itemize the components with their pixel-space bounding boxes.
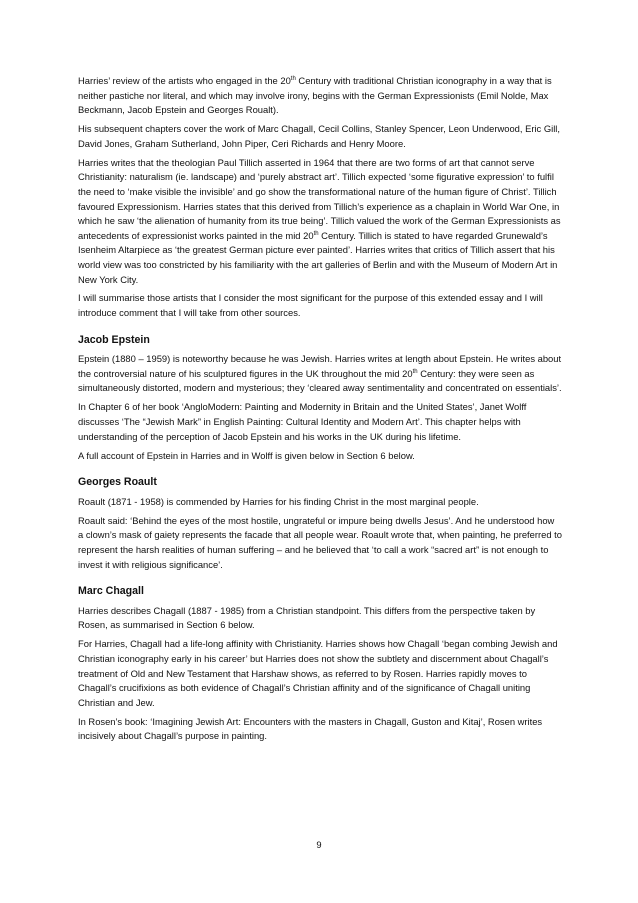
text-run: Harries’ review of the artists who engaged in the 20 xyxy=(78,75,291,86)
text-run: Harries describes Chagall (1887 - 1985) from a Christian standpoint. This differs from the perspective taken by Rosen, as summarised in Section 6 below. xyxy=(78,604,536,631)
paragraph xyxy=(78,604,562,633)
text-run: Century: they were seen as simultaneously distorted, modern and mysterious; they ‘cleared away sentimentality and concentrated on essentials’. xyxy=(78,367,562,394)
superscript: th xyxy=(290,75,296,82)
text-run: In Rosen’s book: ‘Imagining Jewish Art: Encounters with the masters in Chagall, Guston and Kitaj’, Rosen writes incisively about Chagall’s purpose in painting. xyxy=(78,715,543,742)
paragraph xyxy=(78,449,562,464)
text-run: For Harries, Chagall had a life-long affinity with Christianity. Harries shows how Chagall ‘began combing Jewish and Christian iconography early in his career’ but Harries does not show the subtlety and discernment about Chagall’s treatment of Old and New Testament that Harshaw shows, as referred to by Rosen. Harries rapidly moves to Chagall’s crucifixions as both evidence of Chagall’s Christian affinity and of the significance of Chagall uniting Christian and Jew. xyxy=(78,638,558,708)
text-run: Roault (1871 - 1958) is commended by Harries for his finding Christ in the most marginal people. xyxy=(78,495,479,507)
text-run: Harries writes that the theologian Paul Tillich asserted in 1964 that there are two forms of art that cannot serve Christianity: naturalism (ie. landscape) and ‘purely abstract art’. Tillich expected ‘some figurative expression’ to fulfil the need to ‘make visible the invisible’ and go show the transformational nature of the human figure of Christ’. Tillich favoured Expressionism. Harries states that this derived from Tillich’s experience as a chaplain in World War One, in which he saw ‘the alienation of humanity from its true being’. Tillich valued the work of the German Expressionists as antecedents of expressionist works painted in the mid 20 xyxy=(78,156,561,241)
text-run: In Chapter 6 of her book ‘AngloModern: Painting and Modernity in Britain and the United States’, Janet Wolff discusses ‘The “Jewish Mark” in English Painting: Cultural Identity and Modern Art’. This chapter helps with understanding of the perception of Jacob Epstein and his works in the UK during his lifetime. xyxy=(78,401,527,442)
text-run: His subsequent chapters cover the work of Marc Chagall, Cecil Collins, Stanley Spencer, Leon Underwood, Eric Gill, David Jones, Graham Sutherland, John Piper, Ceri Richards and Henry Moore. xyxy=(78,123,560,149)
superscript: th xyxy=(412,368,418,375)
paragraph xyxy=(78,400,562,444)
paragraph xyxy=(78,352,562,396)
paragraph xyxy=(78,715,562,744)
text-run: Century. Tillich is stated to have regarded Grunewald’s Isenheim Altarpiece as ‘the greatest German picture ever painted’. Harries writes that critics of Tillich assert that his world view was too constricted by his familiarity with the art galleries of Berlin and with the Museum of Modern Art in New York City. xyxy=(78,229,558,285)
text-run: A full account of Epstein in Harries and in Wolff is given below in Section 6 below. xyxy=(78,449,415,461)
paragraph xyxy=(78,74,562,118)
text-run: Epstein (1880 – 1959) is noteworthy because he was Jewish. Harries writes at length about Epstein. He writes about the controversial nature of his sculptured figures in the UK throughout the mid 20 xyxy=(78,353,562,379)
text-run: Century with traditional Christian iconography in a way that is neither pastiche nor literal, and which may involve irony, begins with the German Expressionists (Emil Nolde, Max Beckmann, Jacob Epstein and Georges Roualt). xyxy=(78,75,552,116)
page-number: 9 xyxy=(316,839,322,850)
document-body xyxy=(78,74,562,748)
paragraph xyxy=(78,156,562,287)
paragraph xyxy=(78,122,562,151)
text-run: Roault said: ‘Behind the eyes of the most hostile, ungrateful or impure being dwells Jesus’. And he understood how a clown’s mask of gaiety represents the facade that all people wear. Roault wrote that, when painting, he preferred to represent the harsh realities of human suffering – and he believed that ‘to call a work “sacred art” is not enough to invest it with religious significance’. xyxy=(78,514,562,570)
section-heading: Jacob Epstein xyxy=(78,333,150,346)
text-run: I will summarise those artists that I consider the most significant for the purpose of this extended essay and I will introduce comment that I will take from other sources. xyxy=(78,292,543,319)
paragraph xyxy=(78,495,562,510)
paragraph xyxy=(78,291,562,320)
superscript: th xyxy=(313,230,319,237)
paragraph xyxy=(78,637,562,710)
section-heading: Georges Roault xyxy=(78,476,157,489)
section-heading: Marc Chagall xyxy=(78,585,144,598)
paragraph xyxy=(78,514,562,572)
